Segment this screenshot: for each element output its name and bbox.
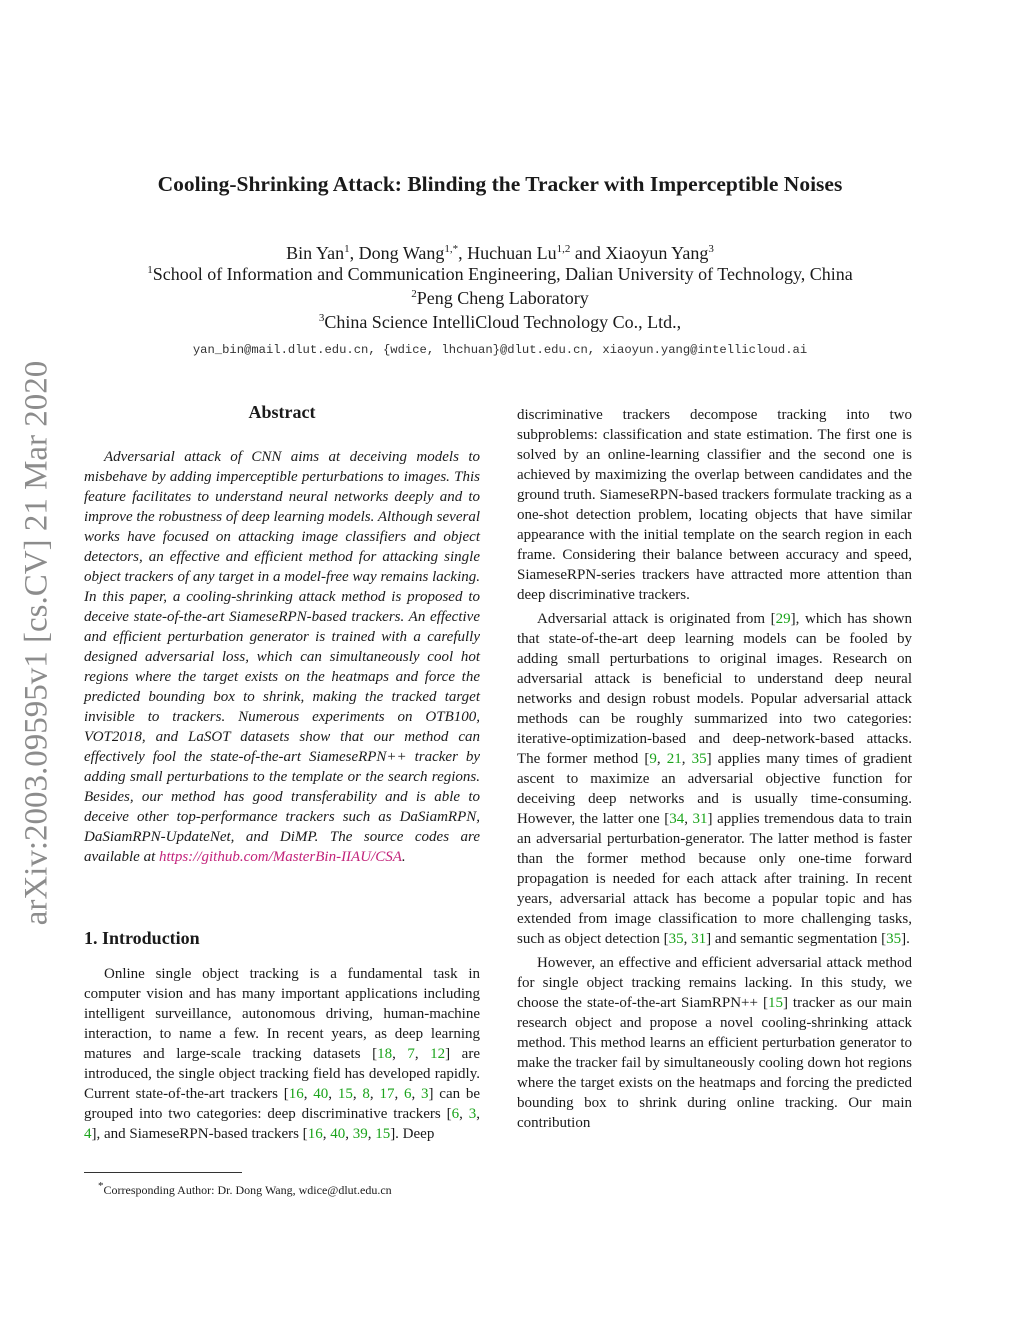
section-heading-introduction: 1. Introduction bbox=[84, 928, 200, 948]
footnote-divider bbox=[84, 1172, 242, 1173]
author-sup: 3 bbox=[708, 243, 714, 255]
citation-link[interactable]: 21 bbox=[666, 751, 682, 767]
source-code-link[interactable]: https://github.com/MasterBin-IIAU/CSA bbox=[159, 849, 402, 865]
arxiv-stamp bbox=[12, 340, 62, 945]
right-column-body bbox=[517, 405, 912, 1133]
citation-link[interactable]: 34 bbox=[669, 811, 685, 827]
author-sup: 1 bbox=[344, 243, 350, 255]
citation-link[interactable]: 16 bbox=[288, 1086, 304, 1102]
citation-link[interactable]: 6 bbox=[451, 1106, 460, 1122]
author-name: Xiaoyun Yang bbox=[605, 243, 709, 263]
citation-link[interactable]: 31 bbox=[692, 811, 708, 827]
affiliation-2: $^2$Peng Cheng Laboratory bbox=[411, 288, 589, 308]
citation-link[interactable]: 29 bbox=[775, 611, 791, 627]
author-list: Bin Yan$^1$, Dong Wang$^{1,*}$, Huchuan Lu$^{1,2}$ and Xiaoyun Yang$^3$ bbox=[286, 243, 714, 263]
author-sup: 1,* bbox=[444, 243, 459, 255]
paragraph: discriminative trackers decompose tracking into two subproblems: classification and state estimation. The first one is solved by an online-learning classifier and the second one is achieved by maximizing the overlap between candidates and the ground truth. SiameseRPN-based trackers formulate tracking as a one-shot detection problem, locating objects that have similar appearance with the initial template on the search region in each frame. Considering their balance between accuracy and speed, SiameseRPN-series trackers have attracted more attention than deep discriminative trackers. bbox=[517, 407, 912, 603]
citation-link[interactable]: 3 bbox=[468, 1106, 477, 1122]
paper-title: Cooling-Shrinking Attack: Blinding the Tracker with Imperceptible Noises bbox=[157, 172, 843, 196]
citation-link[interactable]: 6 bbox=[403, 1086, 412, 1102]
author-name: Huchuan Lu bbox=[467, 243, 557, 263]
introduction-body: Online single object tracking is a fundamental task in computer vision and has many important applications including intelligent surveillance, autonomous driving, human-machine interaction, to name a few. In recent years, as deep learning matures and large-scale tracking datasets [18, 7, 12] are introduced, the single object tracking field has developed rapidly. Current state-of-the-art trackers [16, 40, 15, 8, 17, 6, 3] can be grouped into two categories: deep discriminative trackers [6, 3, 4], and SiameseRPN-based trackers [16, 40, 39, 15]. Deep bbox=[84, 966, 481, 1142]
citation-link[interactable]: 3 bbox=[421, 1086, 429, 1102]
footnote: *Corresponding Author: Dr. Dong Wang, wdice@dlut.edu.cn bbox=[98, 1180, 392, 1197]
citation-link[interactable]: 39 bbox=[352, 1126, 368, 1142]
paragraph: Adversarial attack is originated from [29], which has shown that state-of-the-art deep learning models can be fooled by adding small perturbations to original images. Research on adversarial attack is beneficial to understand deep neural networks and design robust models. Popular adversarial attack methods can be roughly summarized into two categories: iterative-optimization-based and deep-network-based attacks. The former method [9, 21, 35] applies many times of gradient ascent to maximize an adversarial objective function for deceiving deep networks and is usually time-consuming. However, the latter one [34, 31] applies tremendous data to train an adversarial perturbation-generator. The latter method is faster than the former method because only one-time forward propagation is needed for each attack after training. In recent years, adversarial attack has become a popular topic and has extended from image classification to more challenging tasks, such as object detection [35, 31] and semantic segmentation [35]. bbox=[517, 611, 913, 947]
author-name: Dong Wang bbox=[358, 243, 445, 263]
citation-link[interactable]: 17 bbox=[379, 1086, 395, 1102]
author-sup: 1,2 bbox=[556, 243, 571, 255]
citation-link[interactable]: 35 bbox=[691, 751, 707, 767]
citation-link[interactable]: 15 bbox=[375, 1126, 391, 1142]
citation-link[interactable]: 35 bbox=[668, 931, 684, 947]
citation-link[interactable]: 15 bbox=[337, 1086, 353, 1102]
author-emails: yan_bin@mail.dlut.edu.cn, {wdice, lhchuan}@dlut.edu.cn, xiaoyun.yang@intellicloud.ai bbox=[192, 343, 808, 357]
arxiv-id: arXiv:2003.09595v1 [cs.CV] 21 Mar 2020 bbox=[18, 360, 55, 925]
citation-link[interactable]: 16 bbox=[307, 1126, 323, 1142]
citation-link[interactable]: 40 bbox=[330, 1126, 346, 1142]
affiliation-1: $^1$School of Information and Communication Engineering, Dalian University of Technology, China bbox=[147, 264, 853, 284]
paragraph: However, an effective and efficient adversarial attack method for single object tracking remains lacking. In this study, we choose the state-of-the-art SiamRPN++ [15] tracker as our main research object and propose a novel cooling-shrinking attack method. This method learns an efficient perturbation generator to make the tracker fail by simultaneously cooling down hot regions where the target exists on the heatmaps and forcing the predicted bounding box to shrink during online tracking. Our main contribution bbox=[517, 955, 912, 1131]
citation-link[interactable]: 9 bbox=[649, 751, 657, 767]
citation-link[interactable]: 8 bbox=[362, 1086, 370, 1102]
citation-link[interactable]: 35 bbox=[886, 931, 902, 947]
affiliation-3: $^3$China Science IntelliCloud Technology Co., Ltd., bbox=[318, 312, 682, 332]
citation-link[interactable]: 12 bbox=[430, 1046, 446, 1062]
author-name: Bin Yan bbox=[286, 243, 345, 263]
citation-link[interactable]: 15 bbox=[767, 995, 783, 1011]
citation-link[interactable]: 40 bbox=[313, 1086, 329, 1102]
citation-link[interactable]: 4 bbox=[84, 1126, 92, 1142]
citation-link[interactable]: 18 bbox=[377, 1046, 393, 1062]
abstract-heading: Abstract bbox=[248, 402, 316, 422]
citation-link[interactable]: 7 bbox=[407, 1046, 415, 1062]
citation-link[interactable]: 31 bbox=[691, 931, 707, 947]
abstract-body: Adversarial attack of CNN aims at deceiving models to misbehave by adding imperceptible perturbations to images. This feature facilitates to understand neural networks deeply and to improve the robustness of deep learning models. Although several works have focused on attacking image classifiers and object detectors, an effective and efficient method for attacking single object trackers of any target in a model-free way remains lacking. In this paper, a cooling-shrinking attack method is proposed to deceive state-of-the-art SiameseRPN-based trackers. An effective and efficient perturbation generator is trained with a carefully designed adversarial loss, which can simultaneously cool hot regions where the target exists on the heatmaps and force the predicted bounding box to shrink, making the tracked target invisible to trackers. Numerous experiments on OTB100, VOT2018, and LaSOT datasets show that our method can effectively fool the state-of-the-art SiameseRPN++ tracker by adding small perturbations to the template or the search regions. Besides, our method has good transferability and is able to deceive other top-performance trackers such as DaSiamRPN, DaSiamRPN-UpdateNet, and DiMP. The source codes are available at https://github.com/MasterBin-IIAU/CSA. bbox=[84, 449, 480, 865]
